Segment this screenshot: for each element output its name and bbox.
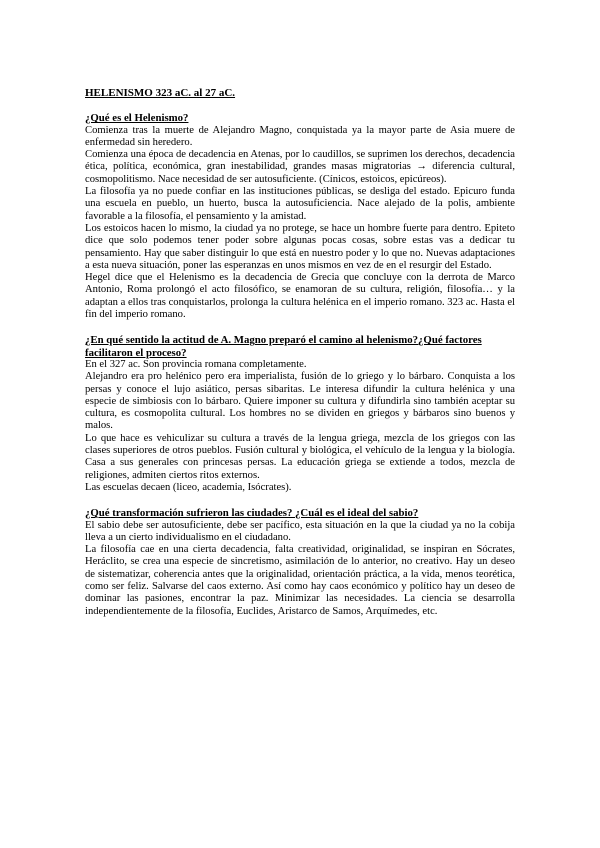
section-alejandro: [85, 334, 515, 494]
document-title: HELENISMO 323 aC. al 27 aC.: [85, 87, 236, 99]
paragraph: Las escuelas decaen (liceo, academia, Isócrates).: [85, 481, 292, 493]
paragraph: La filosofía ya no puede confiar en las instituciones públicas, se desliga del estado. Epicuro funda una escuela en pueblo, un huerto, busca la autosuficiencia. Nace alejado de la polis, ambiente favorable a la filosofía, el pensamiento y la amistad.: [85, 186, 515, 222]
section-ciudades: [85, 507, 515, 618]
paragraph: En el 327 ac. Son provincia romana completamente.: [85, 358, 307, 370]
section-helenismo: [85, 112, 515, 321]
paragraph: Alejandro era pro helénico pero era imperialista, fusión de lo griego y lo bárbaro. Conquista a los persas y conoce el lujo asiático, persas sibaritas. Le interesa difundir la cultura helénica y una especie de simbiosis con lo bárbaro. Quiere imponer su cultura y difundirla sino también aceptar su cultura, es cosmopolita cultural. Los hombres no se dividen en griegos y bárbaros sino buenos y malos.: [85, 371, 515, 432]
paragraph: Los estoicos hacen lo mismo, la ciudad ya no protege, se hace un hombre fuerte para dentro. Epiteto dice que solo podemos tener poder sobre algunas pocas cosas, sobre estas vas a dedicar tu pensamiento. Hay que saber distinguir lo que está en nuestro poder y lo que no. Nuevas adaptaciones a esta nueva situación, poner las esperanzas en unos mismos en vez de en el resurgir del Estado.: [85, 222, 515, 271]
section-heading: ¿En qué sentido la actitud de A. Magno preparó el camino al helenismo?¿Qué factores facilitaron el proceso?: [85, 334, 482, 359]
section-heading: ¿Qué es el Helenismo?: [85, 112, 189, 125]
paragraph: El sabio debe ser autosuficiente, debe ser pacífico, esta situación en la que la ciudad ya no la cobija lleva a un cierto individualismo en el ciudadano.: [85, 519, 515, 543]
section-heading: ¿Qué transformación sufrieron las ciudades? ¿Cuál es el ideal del sabio?: [85, 507, 419, 520]
document-body: [85, 87, 515, 631]
paragraph: Lo que hace es vehiculizar su cultura a través de la lengua griega, mezcla de los griegos con las clases superiores de otros pueblos. Fusión cultural y biológica, el vehículo de la lengua y la biología. Casa a sus generales con princesas persas. La educación griega se extiende a todos, mezcla de religiones, admiten ciertos ritos externos.: [85, 432, 515, 481]
paragraph: La filosofía cae en una cierta decadencia, falta creatividad, originalidad, se inspiran en Sócrates, Heráclito, se crea una especie de sincretismo, asimilación de lo anterior, no creativo. Hay un deseo de sistematizar, coherencia antes que la originalidad, orientación práctica, a la vida, menos teorética, como ser feliz. Salvarse del caos externo. Así como hay caos económico y político hay un deseo de dominar las pasiones, encontrar la paz. Minimizar las necesidades. La ciencia se desarrolla independientemente de la filosofía, Euclides, Aristarco de Samos, Arquímedes, etc.: [85, 544, 515, 617]
paragraph: Hegel dice que el Helenismo es la decadencia de Grecia que concluye con la derrota de Marco Antonio, Roma prolongó el acto filosófico, se enamoran de su cultura, religión, filosofía… y la adaptan a ellos tras conquistarlos, prolonga la cultura helénica en el imperio romano. 323 ac. Hasta el fin del imperio romano.: [85, 272, 515, 321]
paragraph: Comienza una época de decadencia en Atenas, por lo caudillos, se suprimen los derechos, decadencia ética, política, económica, gran inestabilidad, grandes masas migratorias → diferencia cultural, cosmopolitismo. Nace necesidad de ser autosuficiente. (Cínicos, estoicos, epicúreos).: [85, 149, 515, 185]
paragraph: Comienza tras la muerte de Alejandro Magno, conquistada ya la mayor parte de Asia muere de enfermedad sin heredero.: [85, 124, 515, 148]
